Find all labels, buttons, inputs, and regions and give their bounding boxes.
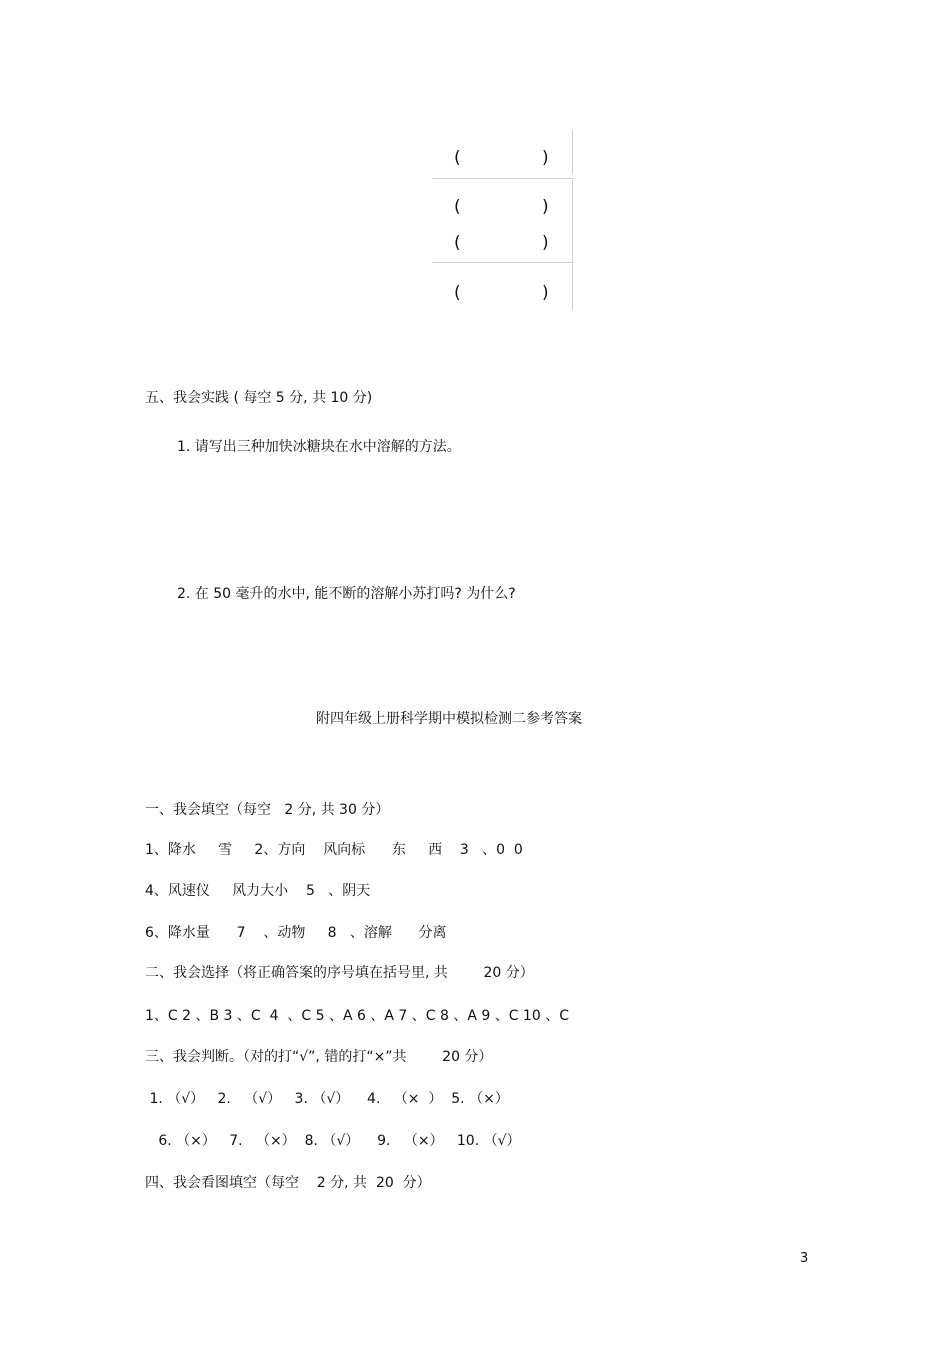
table-border-right (572, 130, 573, 174)
table-divider (432, 262, 574, 263)
part3-answer-line: 6. （×） 7. （×） 8. （√） 9. （×） 10. （√） (145, 1133, 521, 1149)
part3-answer-line: 1. （√） 2. （√） 3. （√） 4. （× ） 5. （×） (145, 1091, 509, 1107)
part2-heading: 二、我会选择（将正确答案的序号填在括号里, 共 20 分） (145, 965, 534, 981)
answer-key-title: 附四年级上册科学期中模拟检测二参考答案 (316, 711, 582, 727)
part4-heading: 四、我会看图填空（每空 2 分, 共 20 分） (145, 1175, 431, 1191)
part1-answer-line: 4、风速仪 风力大小 5 、阴天 (145, 883, 371, 899)
part1-answer-line: 1、降水 雪 2、方向 风向标 东 西 3 、0 0 (145, 842, 523, 858)
answer-bracket-table: ( ) ( ) ( ) ( ) (432, 130, 574, 310)
part2-answer-line: 1、C 2 、B 3 、C 4 、C 5 、A 6 、A 7 、C 8 、A 9 、C 10 、C (145, 1008, 569, 1024)
section5-heading: 五、我会实践 ( 每空 5 分, 共 10 分) (145, 390, 373, 406)
table-border-right (572, 180, 573, 310)
part1-heading: 一、我会填空（每空 2 分, 共 30 分） (145, 802, 390, 818)
page-number: 3 (800, 1251, 809, 1266)
table-divider (432, 178, 574, 179)
part1-answer-line: 6、降水量 7 、动物 8 、溶解 分离 (145, 925, 447, 941)
section5-question-2: 2. 在 50 毫升的水中, 能不断的溶解小苏打吗? 为什么? (177, 586, 516, 602)
part3-heading: 三、我会判断。（对的打“√”, 错的打“×”共 20 分） (145, 1049, 493, 1065)
section5-question-1: 1. 请写出三种加快冰糖块在水中溶解的方法。 (177, 439, 461, 455)
